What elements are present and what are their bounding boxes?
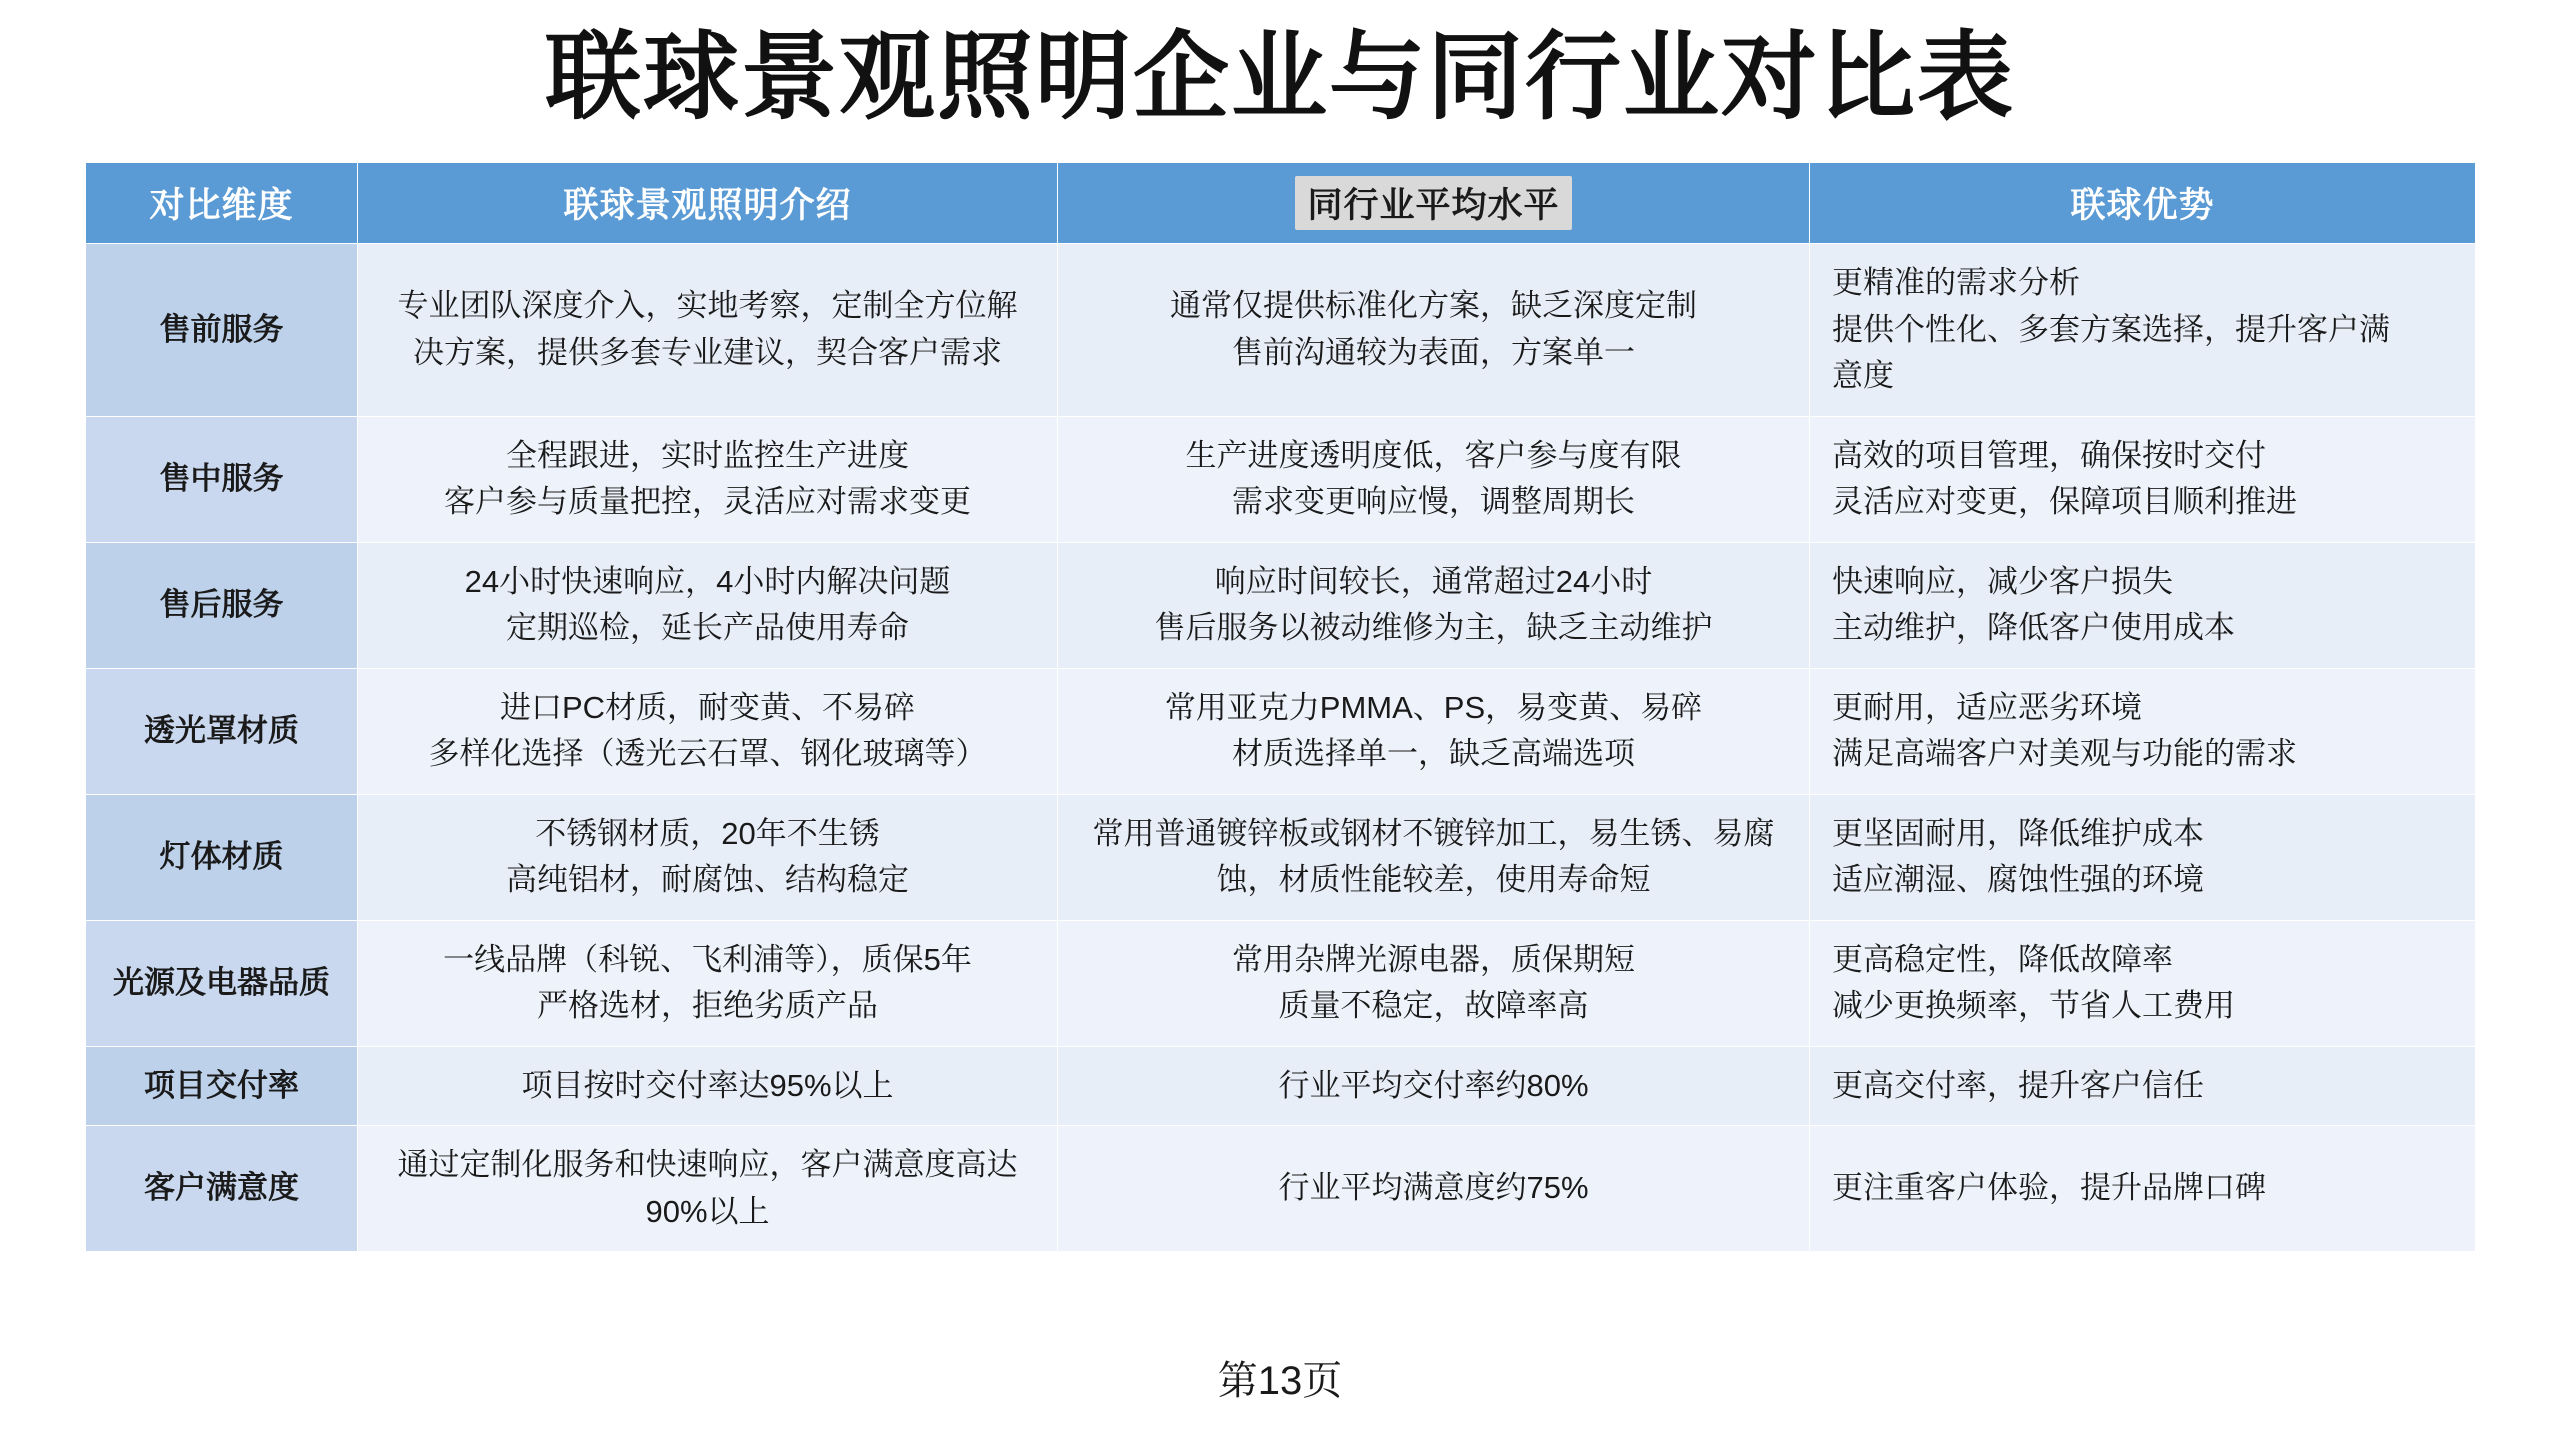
row-dimension: 售中服务: [86, 416, 358, 542]
row-advantage: [1810, 1126, 2476, 1252]
text-line: 进口PC材质，耐变黄、不易碎: [499, 689, 916, 725]
row-advantage: [1810, 920, 2476, 1046]
text-line: 更耐用，适应恶劣环境: [1832, 689, 2142, 725]
text-line: 行业平均满意度约75%: [1278, 1170, 1589, 1206]
text-line: 通过定制化服务和快速响应，客户满意度高达: [397, 1147, 1018, 1182]
table-row: [86, 668, 2476, 794]
text-line: 更高稳定性，降低故障率: [1832, 941, 2173, 977]
row-ours: [358, 416, 1058, 542]
text-line: 行业平均交付率约80%: [1278, 1067, 1589, 1103]
text-line: 快速响应，减少客户损失: [1832, 563, 2173, 599]
table-row: [86, 1126, 2476, 1252]
text-line: 更精准的需求分析: [1832, 265, 2080, 300]
text-line: 材质选择单一，缺乏高端选项: [1232, 736, 1635, 771]
row-ours: [358, 1126, 1058, 1252]
text-line: 减少更换频率，节省人工费用: [1832, 988, 2235, 1023]
text-line: 意度: [1832, 358, 1894, 393]
table-row: [86, 542, 2476, 668]
row-industry: [1058, 1126, 1810, 1252]
row-advantage: [1810, 668, 2476, 794]
page-number: 第13页: [1217, 1359, 1343, 1403]
text-line: 项目按时交付率达95%以上: [521, 1067, 894, 1103]
table-row: [86, 920, 2476, 1046]
page-title: 联球景观照明企业与同行业对比表: [545, 24, 2015, 131]
text-line: 常用亚克力PMMA、PS，易变黄、易碎: [1164, 689, 1703, 725]
text-line: 全程跟进，实时监控生产进度: [506, 437, 909, 473]
text-line: 常用杂牌光源电器，质保期短: [1232, 941, 1635, 977]
text-line: 售后服务以被动维修为主，缺乏主动维护: [1154, 610, 1713, 645]
text-line: 生产进度透明度低，客户参与度有限: [1185, 437, 1682, 473]
text-line: 不锈钢材质，20年不生锈: [535, 815, 880, 851]
row-industry: [1058, 920, 1810, 1046]
row-advantage: [1810, 794, 2476, 920]
text-line: 更高交付率，提升客户信任: [1832, 1067, 2204, 1103]
row-dimension: 售后服务: [86, 542, 358, 668]
table-row: [86, 794, 2476, 920]
row-advantage: [1810, 244, 2476, 417]
row-ours: [358, 542, 1058, 668]
text-line: 常用普通镀锌板或钢材不镀锌加工，易生锈、易腐: [1092, 815, 1775, 851]
text-line: 高纯铝材，耐腐蚀、结构稳定: [506, 862, 909, 897]
text-line: 通常仅提供标准化方案，缺乏深度定制: [1170, 288, 1697, 324]
text-line: 一线品牌（科锐、飞利浦等），质保5年: [443, 941, 972, 977]
text-line: 主动维护，降低客户使用成本: [1832, 610, 2235, 645]
row-industry: [1058, 1046, 1810, 1126]
text-line: 专业团队深度介入，实地考察，定制全方位解: [397, 288, 1018, 324]
text-line: 灵活应对变更，保障项目顺利推进: [1832, 484, 2297, 519]
row-dimension: 灯体材质: [86, 794, 358, 920]
header-dimension: 对比维度: [86, 163, 358, 244]
row-ours: [358, 1046, 1058, 1126]
text-line: 90%以上: [645, 1193, 770, 1229]
row-ours: [358, 244, 1058, 417]
comparison-table-wrapper: [85, 162, 2475, 1252]
text-line: 客户参与质量把控，灵活应对需求变更: [444, 484, 971, 519]
row-advantage: [1810, 542, 2476, 668]
text-line: 响应时间较长，通常超过24小时: [1214, 563, 1653, 599]
text-line: 多样化选择（透光云石罩、钢化玻璃等）: [428, 736, 987, 771]
row-dimension: 透光罩材质: [86, 668, 358, 794]
row-industry: [1058, 794, 1810, 920]
row-industry: [1058, 244, 1810, 417]
row-dimension: 售前服务: [86, 244, 358, 417]
row-advantage: [1810, 1046, 2476, 1126]
header-industry-highlight: 同行业平均水平: [1295, 176, 1571, 230]
text-line: 质量不稳定，故障率高: [1278, 988, 1589, 1023]
header-ours: 联球景观照明介绍: [358, 163, 1058, 244]
row-ours: [358, 920, 1058, 1046]
table-body: [86, 244, 2476, 1252]
table-row: [86, 1046, 2476, 1126]
row-industry: [1058, 542, 1810, 668]
row-industry: [1058, 416, 1810, 542]
text-line: 高效的项目管理，确保按时交付: [1832, 437, 2266, 473]
table-row: [86, 244, 2476, 417]
text-line: 严格选材，拒绝劣质产品: [537, 988, 878, 1023]
row-dimension: 光源及电器品质: [86, 920, 358, 1046]
table-header-row: [86, 163, 2476, 244]
row-dimension: 项目交付率: [86, 1046, 358, 1126]
text-line: 定期巡检，延长产品使用寿命: [506, 610, 909, 645]
text-line: 24小时快速响应，4小时内解决问题: [464, 563, 951, 599]
text-line: 决方案，提供多套专业建议，契合客户需求: [413, 334, 1002, 370]
row-industry: [1058, 668, 1810, 794]
row-dimension: 客户满意度: [86, 1126, 358, 1252]
table-row: [86, 416, 2476, 542]
text-line: 需求变更响应慢，调整周期长: [1232, 484, 1635, 519]
text-line: 售前沟通较为表面，方案单一: [1232, 334, 1635, 370]
text-line: 满足高端客户对美观与功能的需求: [1832, 736, 2297, 771]
row-ours: [358, 668, 1058, 794]
text-line: 更坚固耐用，降低维护成本: [1832, 815, 2204, 851]
text-line: 更注重客户体验，提升品牌口碑: [1832, 1170, 2266, 1206]
text-line: 提供个性化、多套方案选择，提升客户满: [1832, 311, 2390, 347]
text-line: 适应潮湿、腐蚀性强的环境: [1832, 862, 2204, 897]
row-advantage: [1810, 416, 2476, 542]
header-industry: [1058, 163, 1810, 244]
row-ours: [358, 794, 1058, 920]
text-line: 蚀，材质性能较差，使用寿命短: [1216, 862, 1651, 897]
header-advantage: 联球优势: [1810, 163, 2476, 244]
comparison-table: [85, 162, 2476, 1252]
